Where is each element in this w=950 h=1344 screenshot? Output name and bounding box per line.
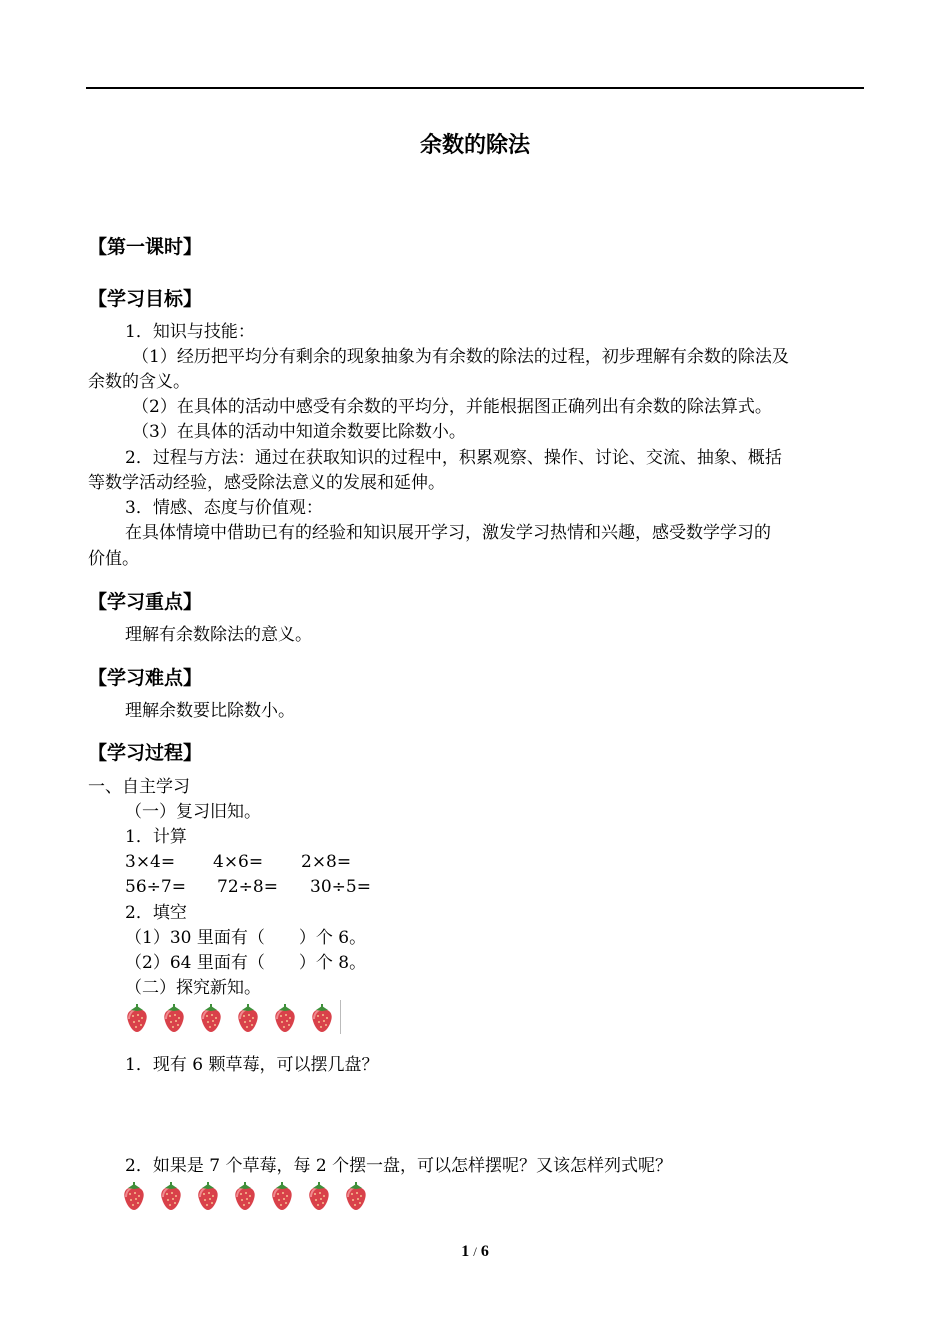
strawberry-icon (161, 1003, 187, 1033)
fill-1: （1）30 里面有（ ）个 6。 (125, 928, 367, 948)
process-heading: 【学习过程】 (88, 742, 203, 764)
difficulty-heading: 【学习难点】 (88, 667, 203, 689)
page-number (0, 1243, 950, 1261)
calc-item: 3×4= (125, 852, 176, 872)
goal-1a-line2: 余数的含义。 (88, 372, 190, 392)
top-rule (86, 87, 864, 89)
goals-heading: 【学习目标】 (88, 288, 203, 310)
calc-item: 56÷7= (125, 877, 186, 897)
page-total: 6 (480, 1243, 489, 1260)
calc-row-2 (125, 877, 371, 897)
strawberry-row-6 (124, 1003, 335, 1033)
part1-title: 一、自主学习 (88, 777, 190, 797)
review-title: （一）复习旧知。 (125, 802, 261, 822)
calc-item: 30÷5= (310, 877, 371, 897)
explore-title: （二）探究新知。 (125, 978, 261, 998)
strawberry-icon (121, 1181, 147, 1211)
goal-3a-line1: 在具体情境中借助已有的经验和知识展开学习，激发学习热情和兴趣，感受数学学习的 (125, 523, 771, 543)
question-1: 1．现有 6 颗草莓，可以摆几盘？ (125, 1055, 379, 1075)
strawberry-icon (306, 1181, 332, 1211)
goal-3a-line2: 价值。 (88, 549, 139, 569)
key-text: 理解有余数除法的意义。 (125, 625, 312, 645)
question-2: 2．如果是 7 个草莓，每 2 个摆一盘，可以怎样摆呢？又该怎样列式呢？ (125, 1156, 673, 1176)
image-border-line (340, 1000, 341, 1034)
strawberry-icon (158, 1181, 184, 1211)
fill-label: 2．填空 (125, 903, 187, 923)
goal-1c: （3）在具体的活动中知道余数要比除数小。 (132, 422, 466, 442)
strawberry-icon (309, 1003, 335, 1033)
strawberry-icon (272, 1003, 298, 1033)
calc-item: 4×6= (213, 852, 264, 872)
calc-item: 2×8= (301, 852, 352, 872)
strawberry-icon (343, 1181, 369, 1211)
calc-item: 72÷8= (217, 877, 278, 897)
document-title: 余数的除法 (419, 133, 530, 158)
fill-2: （2）64 里面有（ ）个 8。 (125, 953, 367, 973)
strawberry-icon (124, 1003, 150, 1033)
strawberry-row-7 (121, 1181, 369, 1211)
calc-label: 1．计算 (125, 827, 187, 847)
page-separator: / (473, 1244, 477, 1259)
lesson-heading: 【第一课时】 (88, 236, 203, 258)
calc-row-1 (125, 852, 351, 872)
goal-1a-line1: （1）经历把平均分有剩余的现象抽象为有余数的除法的过程，初步理解有余数的除法及 (132, 347, 789, 367)
strawberry-icon (198, 1003, 224, 1033)
difficulty-text: 理解余数要比除数小。 (125, 701, 295, 721)
goal-1: 1．知识与技能： (125, 322, 255, 342)
goal-2-line1: 2．过程与方法：通过在获取知识的过程中，积累观察、操作、讨论、交流、抽象、概括 (125, 448, 782, 468)
strawberry-icon (235, 1003, 261, 1033)
strawberry-icon (269, 1181, 295, 1211)
page-current: 1 (461, 1243, 470, 1260)
goal-1b: （2）在具体的活动中感受有余数的平均分，并能根据图正确列出有余数的除法算式。 (132, 397, 772, 417)
goal-2-line2: 等数学活动经验，感受除法意义的发展和延伸。 (88, 473, 445, 493)
key-heading: 【学习重点】 (88, 591, 203, 613)
strawberry-icon (195, 1181, 221, 1211)
goal-3: 3．情感、态度与价值观： (125, 498, 323, 518)
strawberry-icon (232, 1181, 258, 1211)
